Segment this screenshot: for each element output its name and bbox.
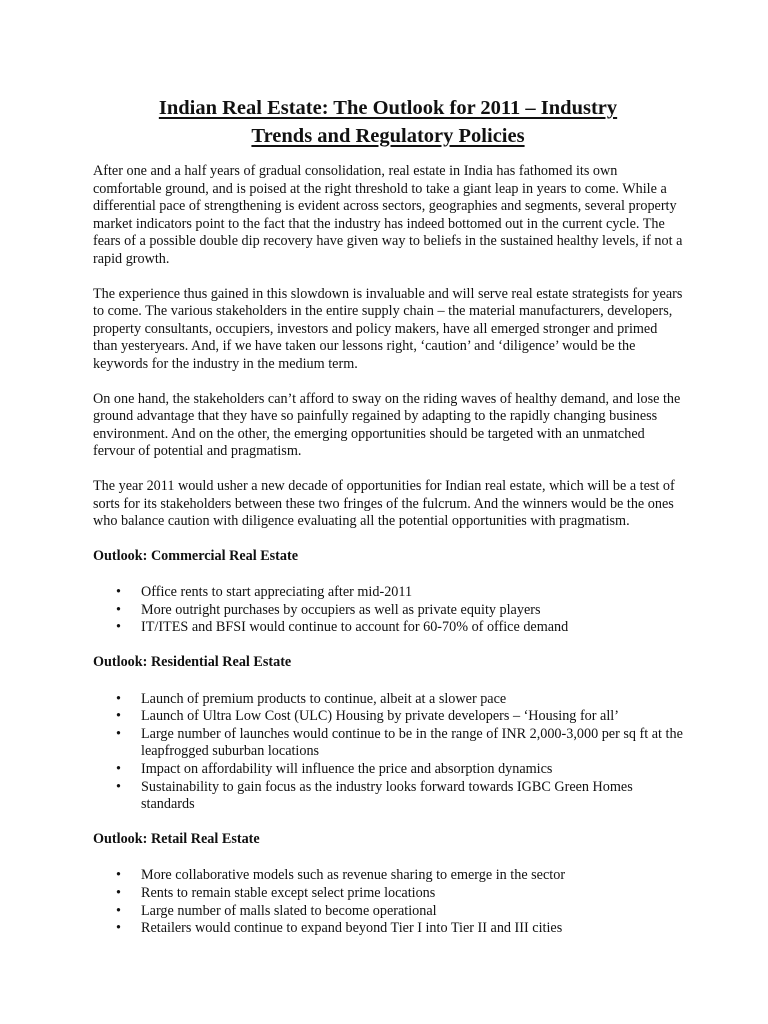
paragraph-year-2011: The year 2011 would usher a new decade of opportunities for Indian real estate, which will be a test of sorts for its stakeholders between these two fringes of the fulcrum. And the winners would be the ones who balance caution with diligence evaluating all the potential opportunities with pragmatism.: [93, 477, 675, 530]
list-item: • Rents to remain stable except select prime locations: [116, 885, 436, 901]
bullet-list-retail: [93, 867, 683, 937]
bullet-icon: •: [116, 902, 121, 919]
section-heading-retail: Outlook: Retail Real Estate: [93, 830, 260, 847]
list-item: • Impact on affordability will influence the price and absorption dynamics: [116, 761, 553, 778]
document-page: [93, 94, 683, 955]
list-item: • Large number of launches would continue to be in the range of INR 2,000-3,000 per sq ft at the leapfrogged suburban locations: [116, 725, 683, 760]
list-item: • Large number of malls slated to become operational: [116, 902, 437, 919]
list-item: • Launch of Ultra Low Cost (ULC) Housing by private developers – ‘Housing for all’: [116, 708, 619, 725]
bullet-icon: •: [116, 867, 121, 884]
document-title: [93, 94, 683, 150]
list-item: • Office rents to start appreciating after mid-2011: [116, 584, 413, 601]
bullet-icon: •: [116, 708, 121, 725]
paragraph-intro: After one and a half years of gradual consolidation, real estate in India has fathomed its own comfortable ground, and is poised at the right threshold to take a giant leap in years to come. While a differential pace of strengthening is evident across sectors, geographies and segments, several property market indicators point to the fact that the industry has indeed bottomed out in the current cycle. The fears of a possible double dip recovery have given way to beliefs in the sustained healthy levels, if not a rapid growth.: [93, 163, 683, 267]
list-item: • IT/ITES and BFSI would continue to account for 60-70% of office demand: [116, 619, 569, 636]
bullet-icon: •: [116, 920, 121, 937]
list-item: • More outright purchases by occupiers as well as private equity players: [116, 601, 541, 618]
bullet-icon: •: [116, 778, 121, 795]
list-item: • More collaborative models such as revenue sharing to emerge in the sector: [116, 867, 566, 884]
bullet-icon: •: [116, 619, 121, 636]
list-item: • Launch of premium products to continue, albeit at a slower pace: [116, 690, 507, 707]
title-line-1: Indian Real Estate: The Outlook for 2011 – Industry: [158, 97, 618, 119]
paragraph-experience: The experience thus gained in this slowdown is invaluable and will serve real estate strategists for years to come. The various stakeholders in the entire supply chain – the material manufacturers, developers, property consultants, occupiers, investors and policy makers, have all emerged stronger and primed than yesteryears. And, if we have taken our lessons right, ‘caution’ and ‘diligence’ would be the keywords for the industry in the medium term.: [93, 285, 683, 372]
title-line-2: Trends and Regulatory Policies: [251, 125, 525, 147]
bullet-icon: •: [116, 584, 121, 601]
bullet-icon: •: [116, 885, 121, 901]
paragraph-stakeholders: On one hand, the stakeholders can’t afford to sway on the riding waves of healthy demand, and lose the ground advantage that they have so painfully regained by adapting to the rapidly changing business environment. And on the other, the emerging opportunities should be targeted with an unmatched fervour of potential and pragmatism.: [93, 390, 681, 460]
bullet-icon: •: [116, 601, 121, 618]
section-heading-residential: Outlook: Residential Real Estate: [93, 654, 292, 671]
bullet-icon: •: [116, 761, 121, 778]
section-heading-commercial: Outlook: Commercial Real Estate: [93, 547, 299, 564]
bullet-icon: •: [116, 690, 121, 707]
bullet-list-residential: [93, 691, 683, 814]
list-item: • Retailers would continue to expand beyond Tier I into Tier II and III cities: [116, 920, 563, 937]
bullet-list-commercial: [93, 584, 683, 637]
list-item: • Sustainability to gain focus as the industry looks forward towards IGBC Green Homes standards: [116, 778, 633, 813]
bullet-icon: •: [116, 725, 121, 742]
